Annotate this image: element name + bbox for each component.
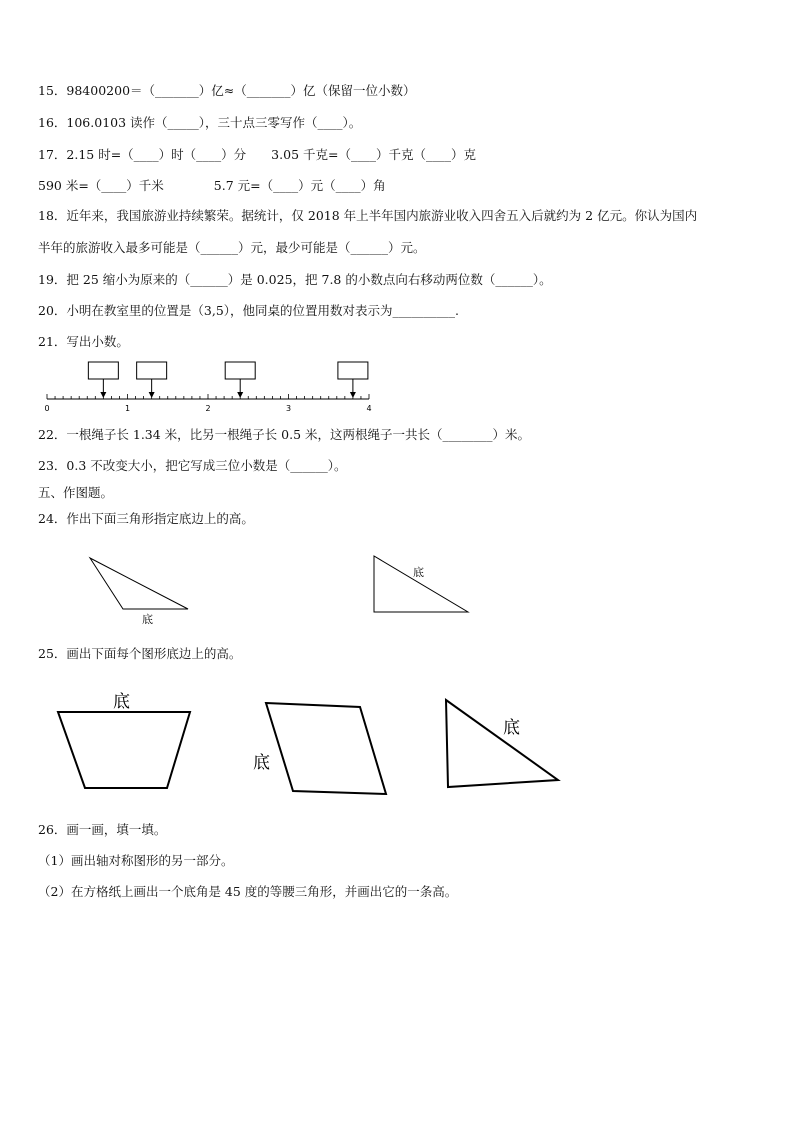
q25-trapezoid: [55, 685, 205, 805]
question-26: 26．画一画，填一填。: [38, 822, 167, 837]
question-17-line-2: 590 米=（____）千米 5.7 元=（____）元（____）角: [38, 178, 386, 193]
q24-triangle-right: [370, 554, 475, 619]
answer-box: [225, 362, 255, 379]
question-19: 19．把 25 缩小为原来的（______）是 0.025，把 7.8 的小数点向右移动两位数（______）。: [38, 272, 552, 287]
base-label: 底: [113, 692, 130, 712]
question-18-line-2: 半年的旅游收入最多可能是（______）元，最少可能是（______）元。: [38, 240, 426, 255]
q24-triangle-left: [85, 553, 195, 633]
number-line-figure: [40, 360, 380, 413]
number-line-label: 4: [366, 404, 372, 413]
pointer-arrow-head: [100, 392, 106, 398]
number-line-label: 3: [285, 404, 292, 413]
question-16: 16．106.0103 读作（_____），三十点三零写作（____）。: [38, 115, 362, 130]
question-21: 21．写出小数。: [38, 334, 129, 349]
number-line-label: 0: [44, 404, 50, 413]
base-label: 底: [503, 718, 520, 738]
number-line-label: 2: [205, 404, 211, 413]
question-20: 20．小明在教室里的位置是（3,5），他同桌的位置用数对表示为__________.: [38, 303, 460, 318]
base-label: 底: [142, 613, 153, 626]
q25-parallelogram: [248, 695, 408, 815]
section-5-heading: 五、作图题。: [38, 485, 114, 500]
question-22: 22．一根绳子长 1.34 米，比另一根绳子长 0.5 米，这两根绳子一共长（________）米。: [38, 427, 531, 442]
base-label: 底: [413, 566, 424, 579]
question-26-part-1: （1）画出轴对称图形的另一部分。: [38, 853, 234, 868]
question-23: 23．0.3 不改变大小，把它写成三位小数是（______）。: [38, 458, 347, 473]
question-24: 24．作出下面三角形指定底边上的高。: [38, 511, 254, 526]
pointer-arrow-head: [237, 392, 243, 398]
pointer-arrow-head: [149, 392, 155, 398]
q25-triangle: [440, 696, 570, 796]
question-26-part-2: （2）在方格纸上画出一个底角是 45 度的等腰三角形，并画出它的一条高。: [38, 884, 458, 899]
answer-box: [338, 362, 368, 379]
question-18-line-1: 18．近年来，我国旅游业持续繁荣。据统计，仅 2018 年上半年国内旅游业收入四舍五入后就约为 2 亿元。你认为国内: [38, 208, 698, 223]
base-label: 底: [253, 753, 270, 773]
question-15: 15．98400200＝（_______）亿≈（_______）亿（保留一位小数）: [38, 83, 416, 98]
question-17-line-1: 17．2.15 时=（____）时（____）分 3.05 千克=（____）千克（____）克: [38, 147, 476, 162]
answer-box: [137, 362, 167, 379]
answer-box: [88, 362, 118, 379]
question-25: 25．画出下面每个图形底边上的高。: [38, 646, 242, 661]
number-line-label: 1: [124, 404, 131, 413]
pointer-arrow-head: [350, 392, 356, 398]
